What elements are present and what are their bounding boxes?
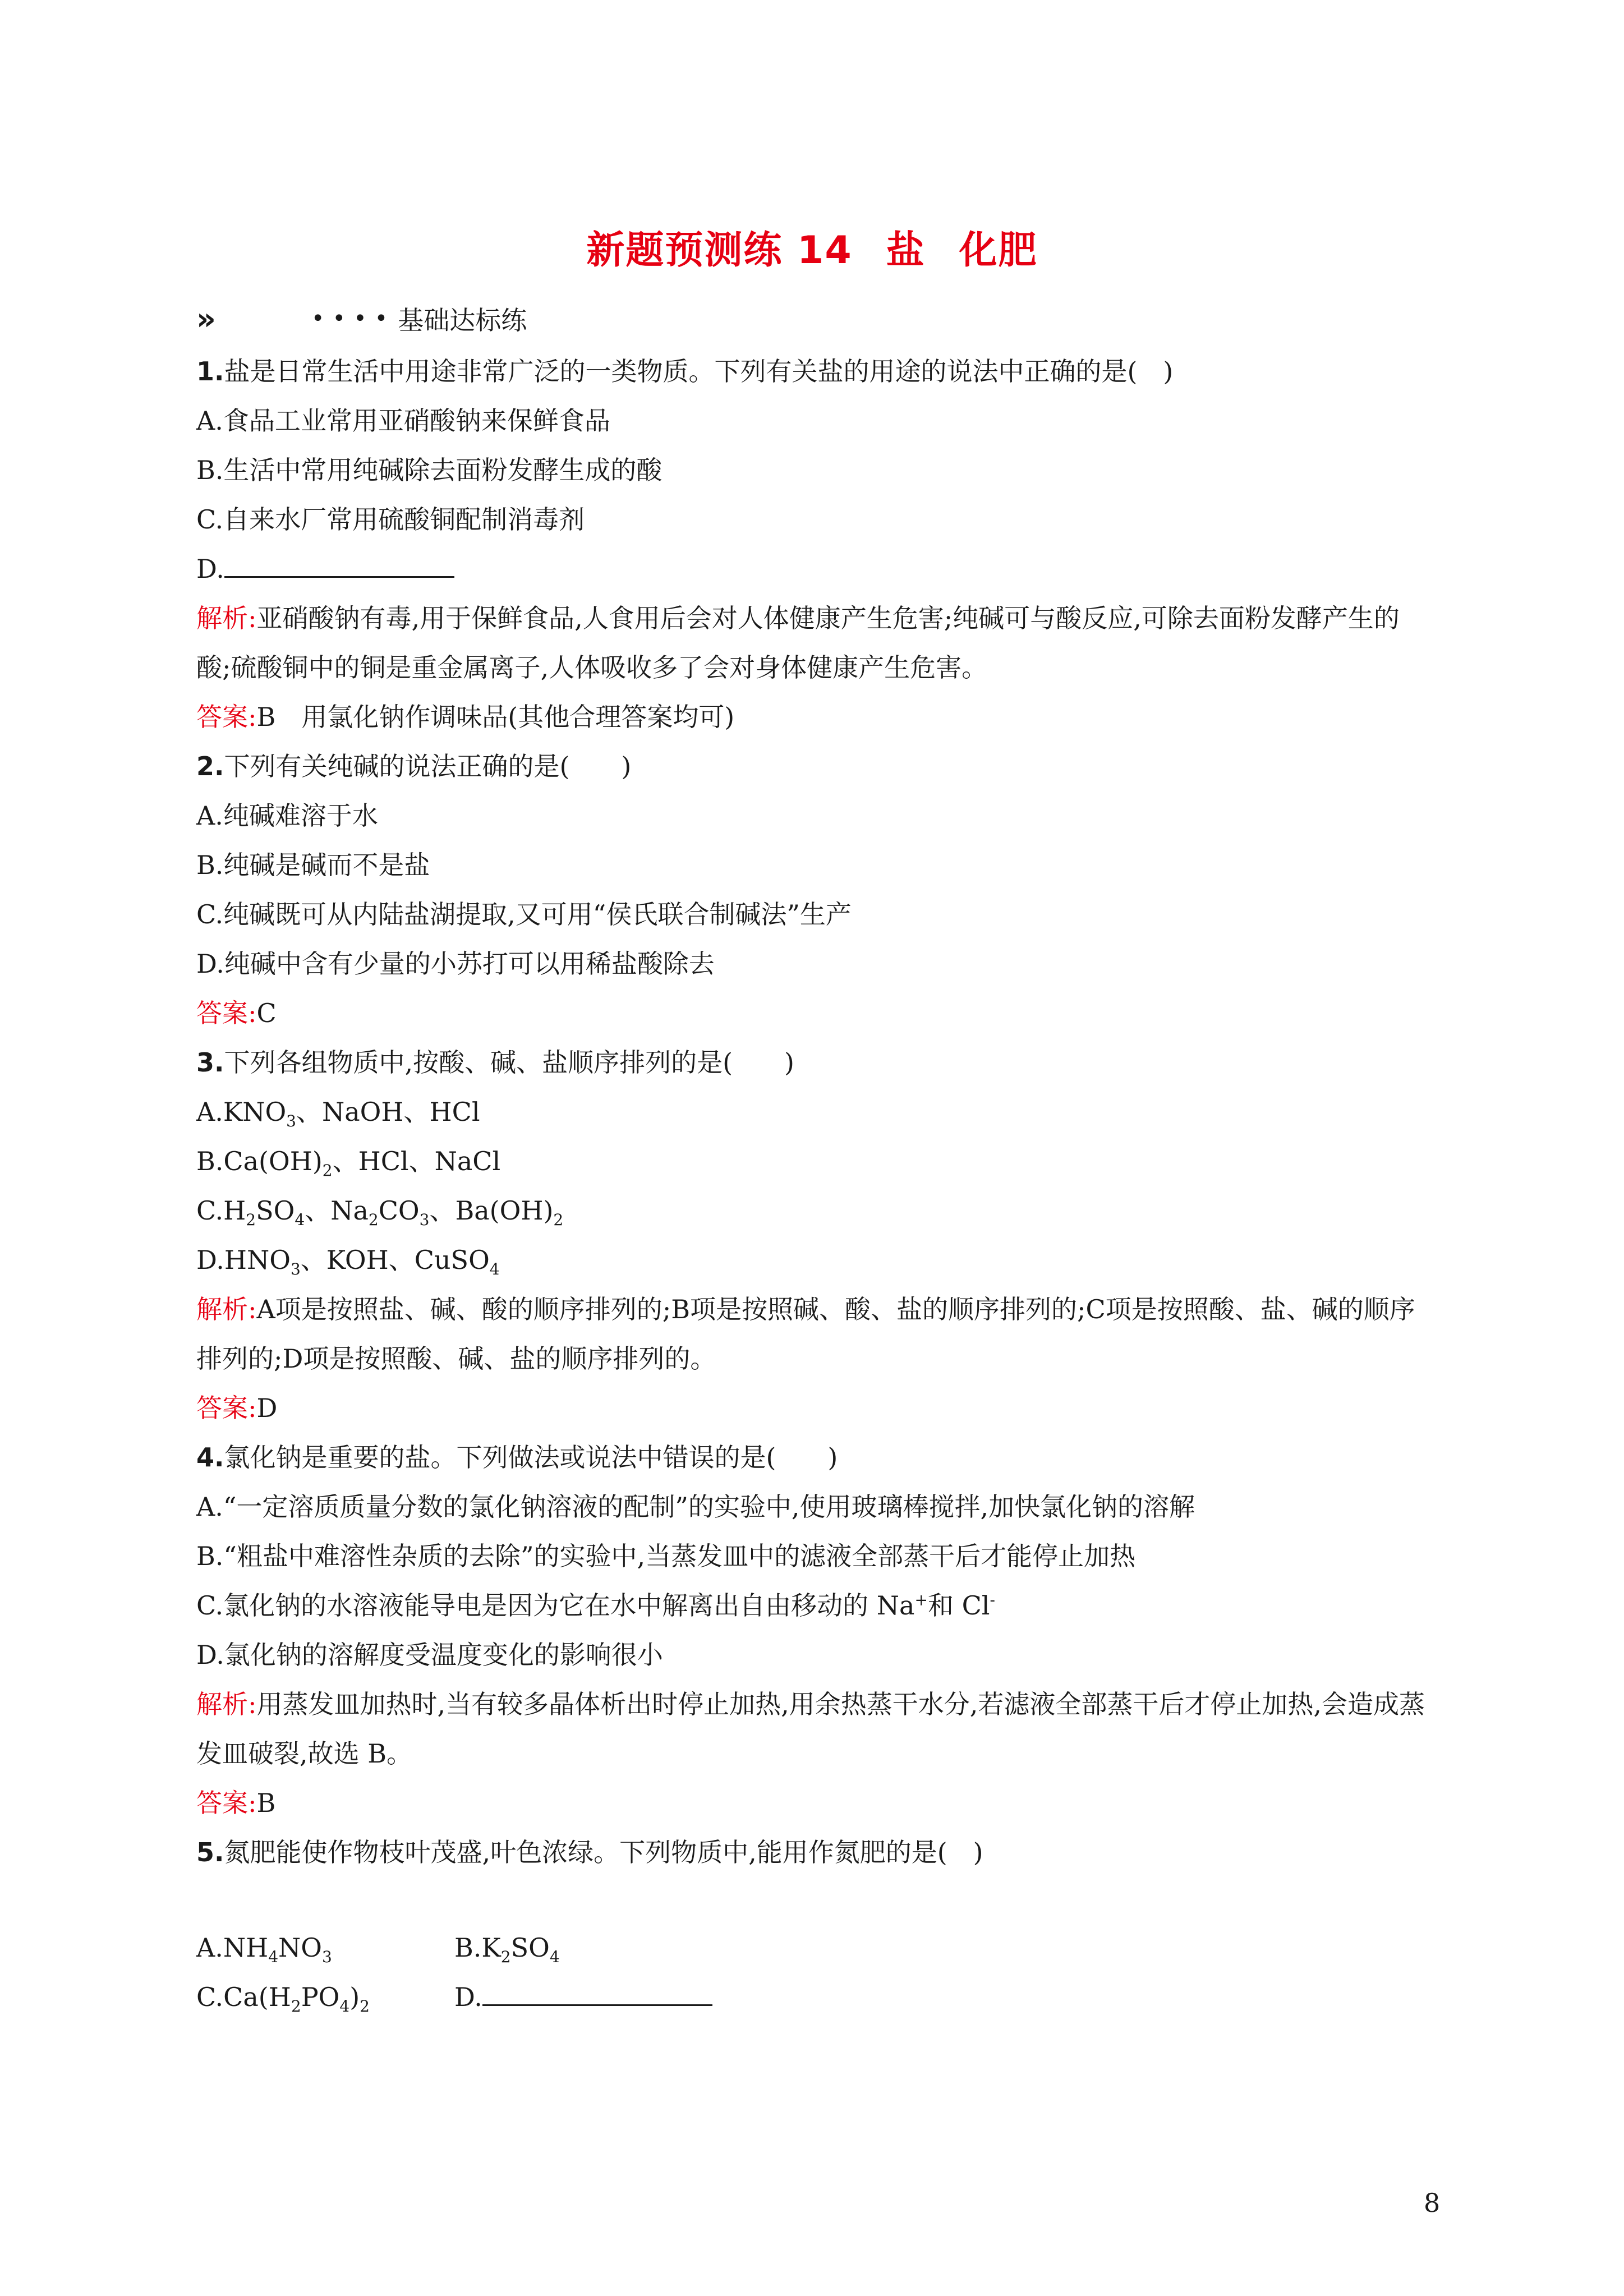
question-number: 3. [196,1047,224,1078]
subscript: 2 [291,1997,301,2016]
answer-label: 答案: [196,1788,257,1818]
section-header [196,302,527,335]
analysis-text: 亚硝酸钠有毒,用于保鲜食品,人食用后会对人体健康产生危害;纯碱可与酸反应,可除去面粉发酵产生的酸;硫酸铜中的铜是重金属离子,人体吸收多了会对身体健康产生危害。 [196,603,1400,683]
formula-part: 、Na [305,1195,369,1226]
subscript: 2 [322,1161,333,1180]
q4-option-d: D.氯化钠的溶解度受温度变化的影响很小 [196,1640,663,1670]
question-text: 下列有关纯碱的说法正确的是( ) [224,751,632,781]
formula-part: A.KNO [196,1097,287,1127]
title-part-3: 化肥 [959,228,1038,273]
answer-text: B 用氯化钠作调味品(其他合理答案均可) [256,702,735,732]
answer-text: C [256,998,277,1028]
q3-answer [196,1383,1430,1433]
subscript: 2 [553,1211,564,1230]
q2-option-d: D.纯碱中含有少量的小苏打可以用稀盐酸除去 [196,949,715,979]
subscript: 4 [339,1997,350,2016]
q4-option-a: A.“一定溶质质量分数的氯化钠溶液的配制”的实验中,使用玻璃棒搅拌,加快氯化钠的溶解 [196,1492,1195,1522]
subscript: 3 [419,1211,430,1230]
q1-option-d [196,544,1430,593]
subscript: 4 [268,1948,279,1967]
answer-text: D [256,1393,278,1423]
subscript: 4 [295,1211,305,1230]
option-label: D. [196,554,224,584]
question-4-stem [196,1433,1430,1482]
subscript: 2 [500,1948,511,1967]
option-text: C.氯化钠的水溶液能导电是因为它在水中解离出自由移动的 Na [196,1590,915,1621]
formula-part: A.NH [196,1932,269,1963]
question-number: 4. [196,1442,224,1473]
q1-analysis [196,593,1430,692]
subscript: 2 [368,1211,379,1230]
question-text: 下列各组物质中,按酸、碱、盐顺序排列的是( ) [224,1047,794,1078]
q4-analysis [196,1680,1430,1778]
subscript: 4 [489,1260,500,1279]
subscript: 2 [246,1211,256,1230]
formula-part: B.Ca(OH) [196,1146,323,1176]
q2-option-b: B.纯碱是碱而不是盐 [196,850,430,880]
q3-option-b [196,1137,1430,1186]
question-number: 1. [196,356,224,386]
superscript: + [914,1590,928,1609]
superscript: - [990,1590,995,1609]
page-number: 8 [1424,2188,1441,2218]
analysis-text: A项是按照盐、碱、酸的顺序排列的;B项是按照碱、酸、盐的顺序排列的;C项是按照酸、盐、碱的顺序排列的;D项是按照酸、碱、盐的顺序排列的。 [196,1294,1415,1374]
title-part-1: 新题预测练 14 [586,228,853,273]
subscript: 2 [360,1997,370,2016]
formula-part: D.HNO [196,1245,291,1275]
formula-part: C.H [196,1195,246,1226]
analysis-text: 用蒸发皿加热时,当有较多晶体析出时停止加热,用余热蒸干水分,若滤液全部蒸干后才停止加热,会造成蒸发皿破裂,故选 B。 [196,1689,1425,1769]
question-text: 氮肥能使作物枝叶茂盛,叶色浓绿。下列物质中,能用作氮肥的是( ) [224,1837,983,1867]
q2-option-c: C.纯碱既可从内陆盐湖提取,又可用“侯氏联合制碱法”生产 [196,899,852,930]
q3-option-d [196,1235,1430,1285]
formula-part: NO [278,1932,323,1963]
formula-part: 、Ba(OH) [429,1195,554,1226]
formula-part: 、HCl、NaCl [332,1146,501,1176]
answer-label: 答案: [196,998,257,1028]
double-chevron-icon: » [196,301,210,337]
question-text: 盐是日常生活中用途非常广泛的一类物质。下列有关盐的用途的说法中正确的是( ) [224,356,1174,386]
page-title [0,220,1624,274]
q5-option-b [454,1923,560,1972]
question-number: 5. [196,1837,224,1867]
q2-option-a: A.纯碱难溶于水 [196,800,378,831]
q5-option-d [454,1972,712,2022]
q3-option-a [196,1087,1430,1137]
q4-option-b: B.“粗盐中难溶性杂质的去除”的实验中,当蒸发皿中的滤液全部蒸干后才能停止加热 [196,1541,1136,1571]
section-label: 基础达标练 [398,305,527,335]
question-5-stem [196,1828,1430,1877]
analysis-label: 解析: [196,1689,257,1719]
question-2-stem [196,742,1430,791]
answer-label: 答案: [196,1393,257,1423]
subscript: 3 [286,1112,296,1131]
formula-part: CO [378,1195,420,1226]
question-list [196,347,1430,2022]
q3-option-c [196,1186,1430,1235]
q5-options-row-1 [196,1923,1430,1972]
q5-option-a [196,1923,454,1972]
q4-option-c [196,1581,1430,1630]
formula-part: C.Ca(H [196,1982,291,2012]
formula-part: 、NaOH、HCl [296,1097,480,1127]
q3-analysis [196,1285,1430,1383]
question-number: 2. [196,751,224,781]
question-3-stem [196,1038,1430,1087]
option-label: D. [454,1982,482,2012]
option-text: 和 Cl [927,1590,990,1621]
question-text: 氯化钠是重要的盐。下列做法或说法中错误的是( ) [224,1442,838,1473]
formula-part: 、KOH、CuSO [300,1245,490,1275]
q1-option-a: A.食品工业常用亚硝酸钠来保鲜食品 [196,406,610,436]
formula-part: B.K [454,1932,501,1963]
q2-answer [196,988,1430,1038]
subscript: 4 [549,1948,560,1967]
q1-answer [196,692,1430,742]
answer-label: 答案: [196,702,257,732]
q4-answer [196,1778,1430,1828]
answer-blank [482,1982,712,2006]
question-1-stem [196,347,1430,396]
analysis-label: 解析: [196,1294,257,1324]
analysis-label: 解析: [196,603,257,633]
formula-part: SO [510,1932,550,1963]
answer-text: B [256,1788,276,1818]
formula-part: ) [349,1982,360,2012]
subscript: 3 [290,1260,301,1279]
title-part-2: 盐 [886,228,926,273]
q5-option-c [196,1972,454,2022]
q5-options-row-2 [196,1972,1430,2022]
subscript: 3 [322,1948,332,1967]
q1-option-b: B.生活中常用纯碱除去面粉发酵生成的酸 [196,455,663,485]
q1-option-c: C.自来水厂常用硫酸铜配制消毒剂 [196,504,585,535]
dots-decoration: •••• [311,306,396,332]
formula-part: SO [256,1195,295,1226]
answer-blank [224,554,454,578]
formula-part: PO [301,1982,340,2012]
